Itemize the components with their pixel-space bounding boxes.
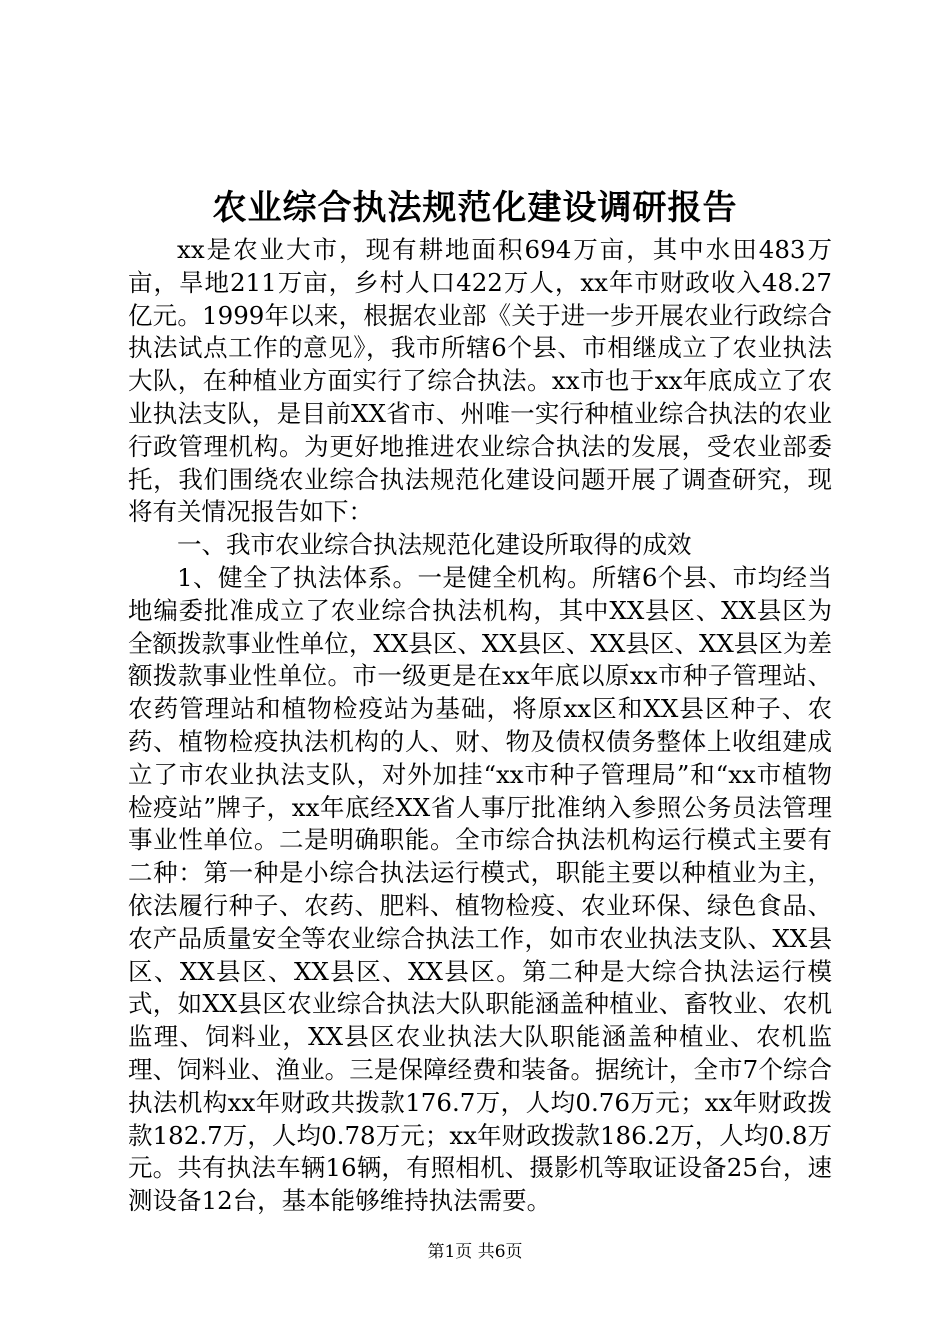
section-heading: 一、我市农业综合执法规范化建设所取得的成效: [177, 530, 692, 560]
intro-paragraph: xx是农业大市，现有耕地面积694万亩，其中水田483万亩，旱地211万亩，乡村人口422万人，xx年市财政收入48.27亿元。1999年以来，根据农业部《关于进一步开展农业行政综合执法试点工作的意见》，我市所辖6个县、市相继成立了农业执法大队，在种植业方面实行了综合执法。xx市也于xx年底成立了农业执法支队，是目前XX省市、州唯一实行种植业综合执法的农业行政管理机构。为更好地推进农业综合执法的发展，受农业部委托，我们围绕农业综合执法规范化建设问题开展了调查研究，现将有关情况报告如下：: [128, 235, 832, 527]
page-number: 第1页 共6页: [427, 1242, 523, 1262]
document-title: 农业综合执法规范化建设调研报告: [212, 188, 738, 228]
body-paragraph: 1、健全了执法体系。一是健全机构。所辖6个县、市均经当地编委批准成立了农业综合执法机构，其中XX县区、XX县区为全额拨款事业性单位，XX县区、XX县区、XX县区、XX县区为差额拨款事业性单位。市一级更是在xx年底以原xx市种子管理站、农药管理站和植物检疫站为基础，将原xx区和XX县区种子、农药、植物检疫执法机构的人、财、物及债权债务整体上收组建成立了市农业执法支队，对外加挂“xx市种子管理局”和“xx市植物检疫站”牌子，xx年底经XX省人事厅批准纳入参照公务员法管理事业性单位。二是明确职能。全市综合执法机构运行模式主要有二种：第一种是小综合执法运行模式，职能主要以种植业为主，依法履行种子、农药、肥料、植物检疫、农业环保、绿色食品、农产品质量安全等农业综合执法工作，如市农业执法支队、XX县区、XX县区、XX县区、XX县区。第二种是大综合执法运行模式，如XX县区农业综合执法大队职能涵盖种植业、畜牧业、农机监理、饲料业，XX县区农业执法大队职能涵盖种植业、农机监理、饲料业、渔业。三是保障经费和装备。据统计，全市7个综合执法机构xx年财政共拨款176.7万，人均0.76万元；xx年财政拨款182.7万，人均0.78万元；xx年财政拨款186.2万，人均0.8万元。共有执法车辆16辆，有照相机、摄影机等取证设备25台，速测设备12台，基本能够维持执法需要。: [128, 562, 832, 1216]
document-body: [128, 234, 832, 1218]
